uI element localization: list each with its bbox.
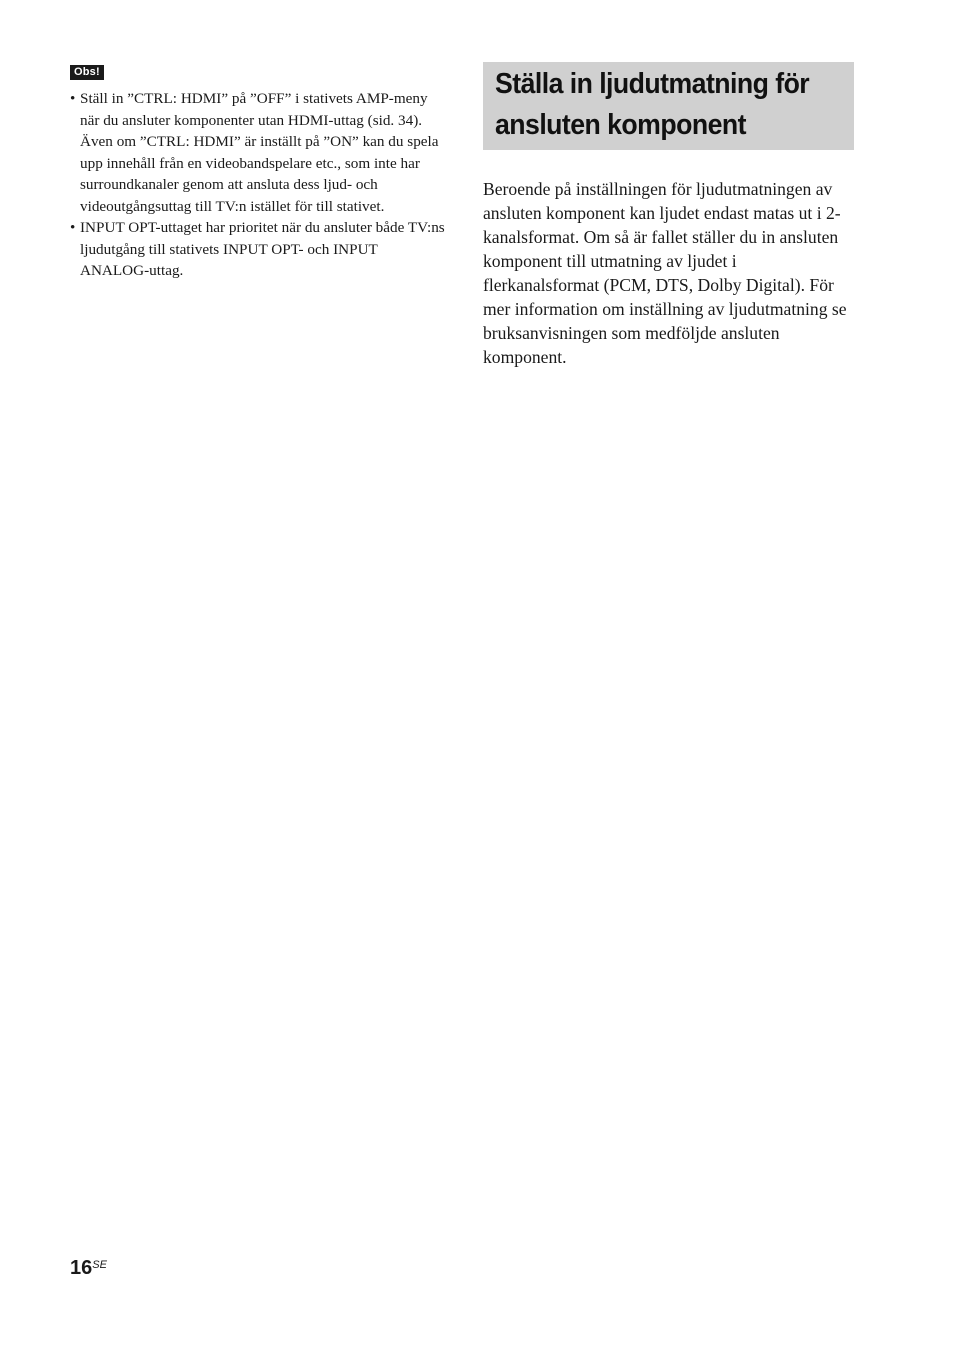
page-number: 16 [70, 1257, 93, 1279]
note-paragraph: Även om ”CTRL: HDMI” är inställt på ”ON” kan du spela upp innehåll från en videobandspelare etc., som inte har surroundkanaler genom att ansluta dess ljud- och videoutgångsuttag till TV:n istället för till stativet. [80, 133, 439, 215]
bullet-icon: • [70, 90, 76, 107]
page-footer [70, 1257, 107, 1280]
section-heading-line-2: ansluten komponent [495, 109, 746, 141]
section-body: Beroende på inställningen för ljudutmatningen av ansluten komponent kan ljudet endast matas ut i 2-kanalsformat. Om så är fallet ställer du in ansluten komponent till utmatning av ljudet i flerkanalsformat (PCM, DTS, Dolby Digital). För mer information om inställning av ljudutmatning se bruksanvisningen som medföljde ansluten komponent. [483, 179, 847, 367]
notes-column [70, 62, 445, 282]
bullet-icon: • [70, 219, 76, 236]
note-paragraph: INPUT OPT-uttaget har prioritet när du ansluter både TV:ns ljudutgång till stativets INPUT OPT- och INPUT ANALOG-uttag. [80, 219, 445, 279]
section-heading [495, 64, 814, 146]
section-column [483, 62, 854, 369]
note-item [70, 217, 445, 282]
section-heading-line-1: Ställa in ljudutmatning för [495, 68, 810, 100]
language-suffix: SE [92, 1259, 107, 1271]
note-paragraph: Ställ in ”CTRL: HDMI” på ”OFF” i stativets AMP-meny när du ansluter komponenter utan HDMI-uttag (sid. 34). [80, 90, 428, 129]
section-heading-box [483, 62, 854, 150]
notes-list [70, 88, 445, 282]
note-item [70, 88, 445, 217]
obs-badge: Obs! [70, 65, 104, 80]
